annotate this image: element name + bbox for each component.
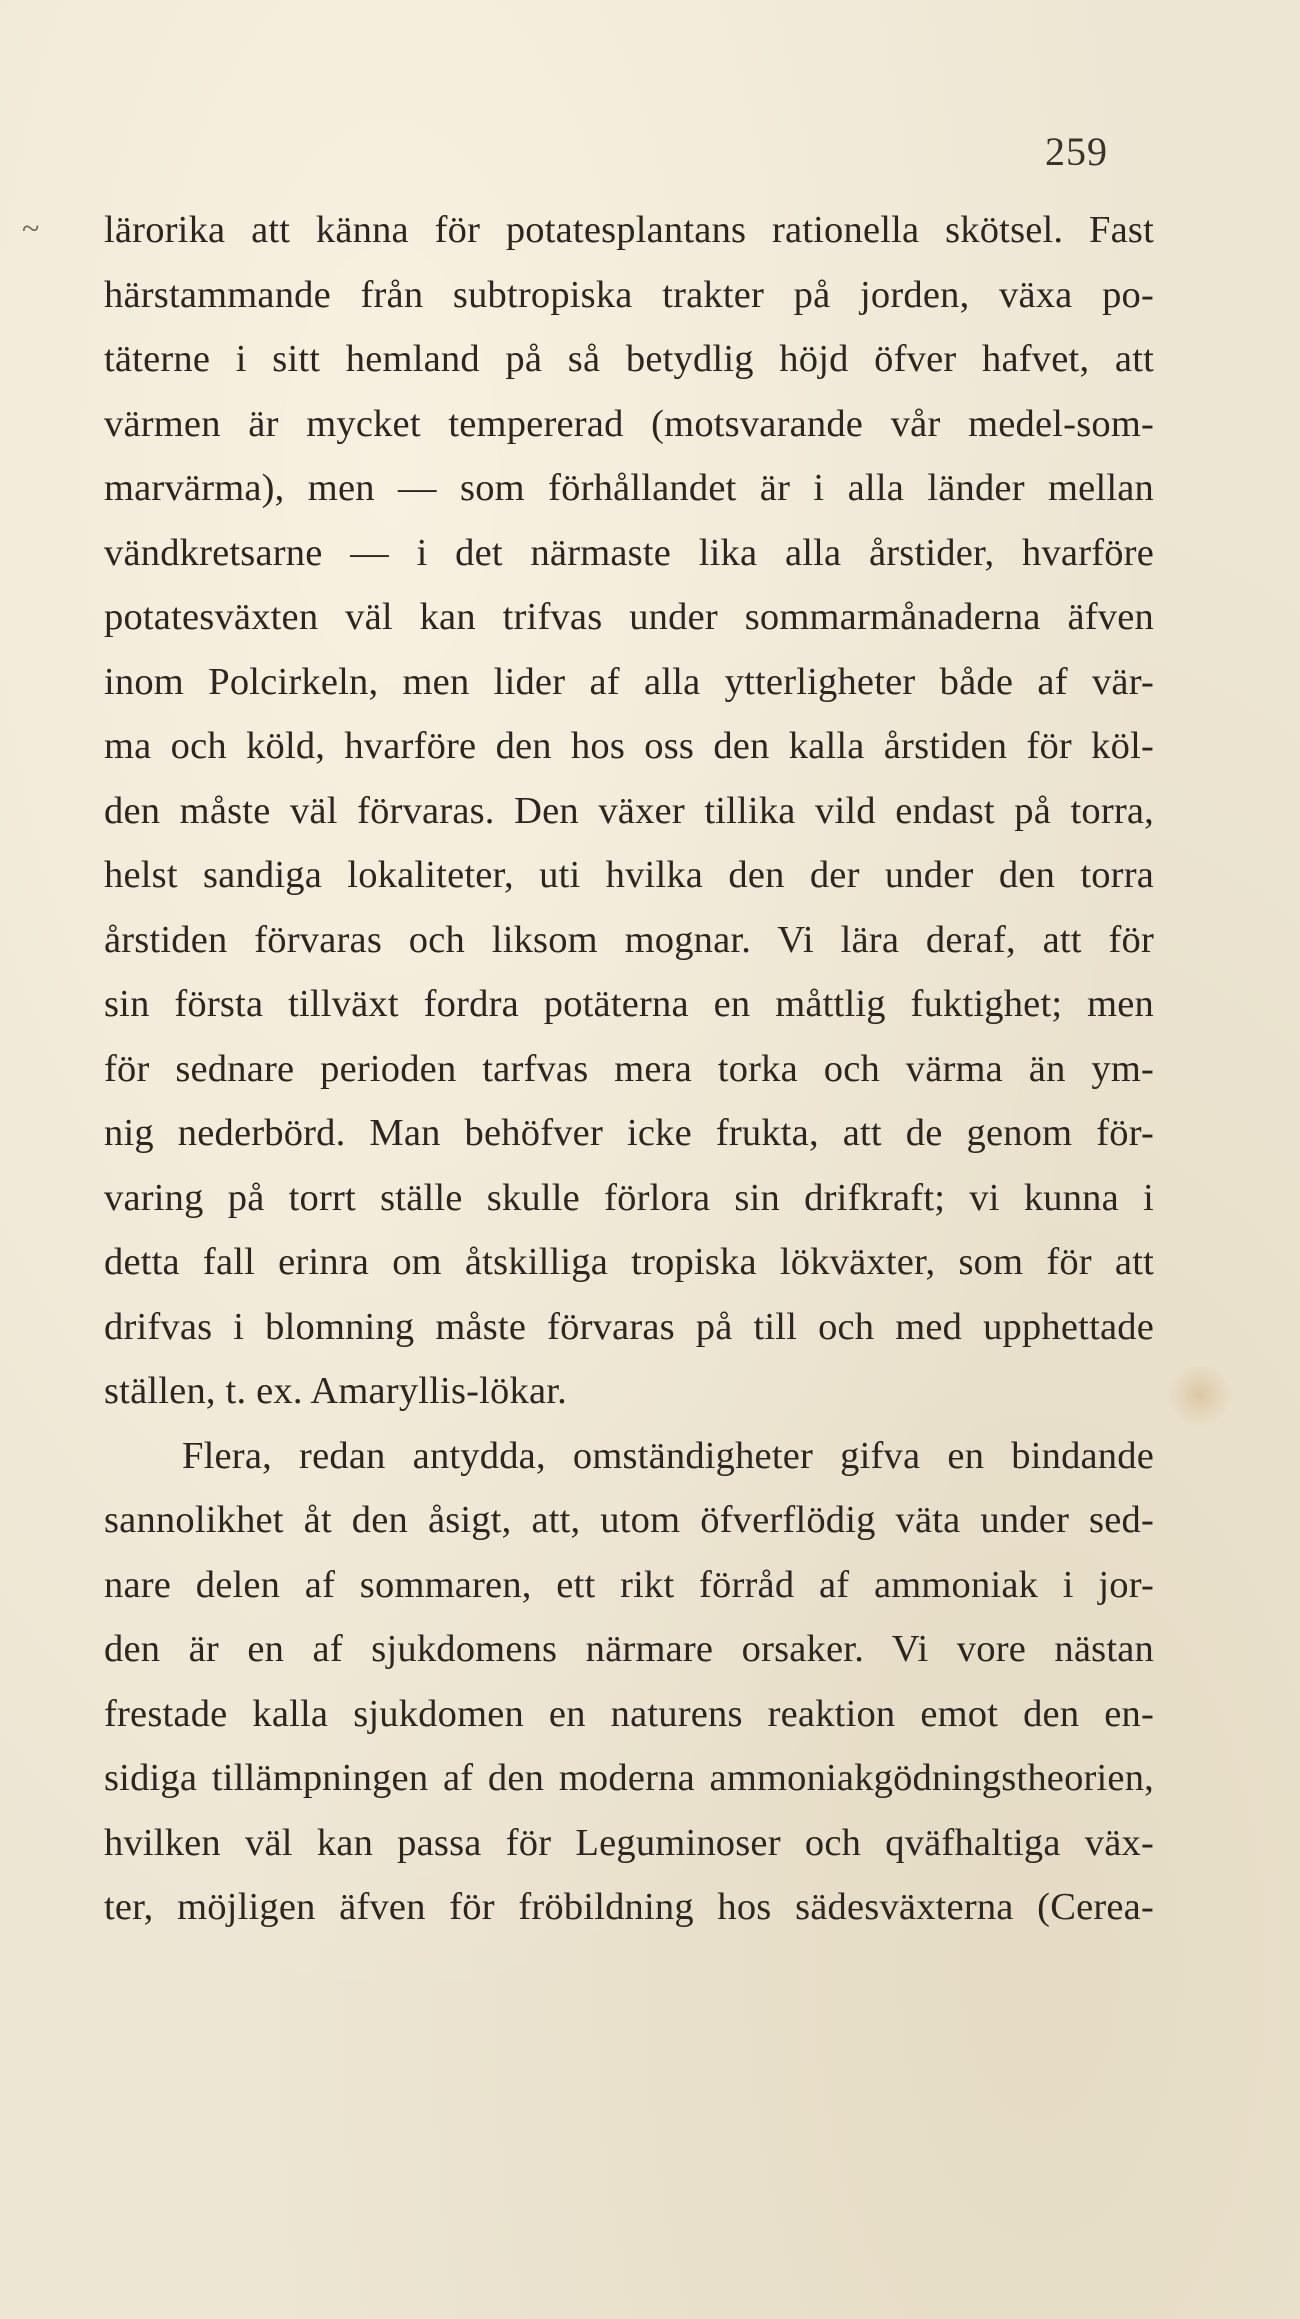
text-line: Flera, redan antydda, omständigheter gifva en bindande (182, 1434, 1154, 1477)
text-line: potatesväxten väl kan trifvas under sommarmånaderna äfven (104, 596, 1154, 638)
text-line: inom Polcirkeln, men lider af alla ytterligheter både af vär- (104, 660, 1154, 703)
paper-stain (1165, 1365, 1235, 1425)
text-line: ma och köld, hvarföre den hos oss den kalla årstiden för köl- (104, 725, 1154, 767)
text-line: härstammande från subtropiska trakter på jorden, växa po- (104, 273, 1154, 316)
text-line: vändkretsarne — i det närmaste lika alla årstider, hvarföre (104, 531, 1154, 574)
text-line: ställen, t. ex. Amaryllis-lökar. (104, 1370, 567, 1412)
text-line: hvilken väl kan passa för Leguminoser och qväfhaltiga väx- (104, 1821, 1154, 1864)
text-line: årstiden förvaras och liksom mognar. Vi lära deraf, att för (104, 918, 1154, 961)
text-line: helst sandiga lokaliteter, uti hvilka den der under den torra (104, 854, 1154, 896)
text-line: täterne i sitt hemland på så betydlig höjd öfver hafvet, att (104, 338, 1154, 380)
text-line: varing på torrt ställe skulle förlora sin drifkraft; vi kunna i (104, 1176, 1154, 1219)
body-text (104, 198, 1154, 1940)
text-line: lärorika att känna för potatesplantans rationella skötsel. Fast (104, 209, 1154, 251)
page-number: 259 (1045, 129, 1108, 174)
text-line: den måste väl förvaras. Den växer tillika vild endast på torra, (104, 789, 1154, 832)
text-line: drifvas i blomning måste förvaras på till och med upphettade (104, 1305, 1154, 1348)
text-line: frestade kalla sjukdomen en naturens reaktion emot den en- (104, 1692, 1154, 1735)
text-line: nig nederbörd. Man behöfver icke frukta, att de genom för- (104, 1112, 1154, 1154)
text-line: värmen är mycket tempererad (motsvarande vår medel-som- (104, 402, 1154, 445)
text-line: ter, möjligen äfven för fröbildning hos sädesväxterna (Cerea- (104, 1886, 1154, 1928)
margin-mark: ~ (22, 210, 40, 246)
text-line: sin första tillväxt fordra potäterna en måttlig fuktighet; men (104, 983, 1154, 1025)
text-line: marvärma), men — som förhållandet är i alla länder mellan (104, 467, 1154, 509)
text-line: sidiga tillämpningen af den moderna ammoniakgödningstheorien, (104, 1757, 1154, 1799)
text-line: sannolikhet åt den åsigt, att, utom öfverflödig väta under sed- (104, 1499, 1154, 1541)
text-line: för sednare perioden tarfvas mera torka och värma än ym- (104, 1047, 1154, 1090)
text-line: detta fall erinra om åtskilliga tropiska lökväxter, som för att (104, 1241, 1154, 1283)
text-line: nare delen af sommaren, ett rikt förråd af ammoniak i jor- (104, 1563, 1154, 1606)
text-line: den är en af sjukdomens närmare orsaker. Vi vore nästan (104, 1628, 1154, 1670)
